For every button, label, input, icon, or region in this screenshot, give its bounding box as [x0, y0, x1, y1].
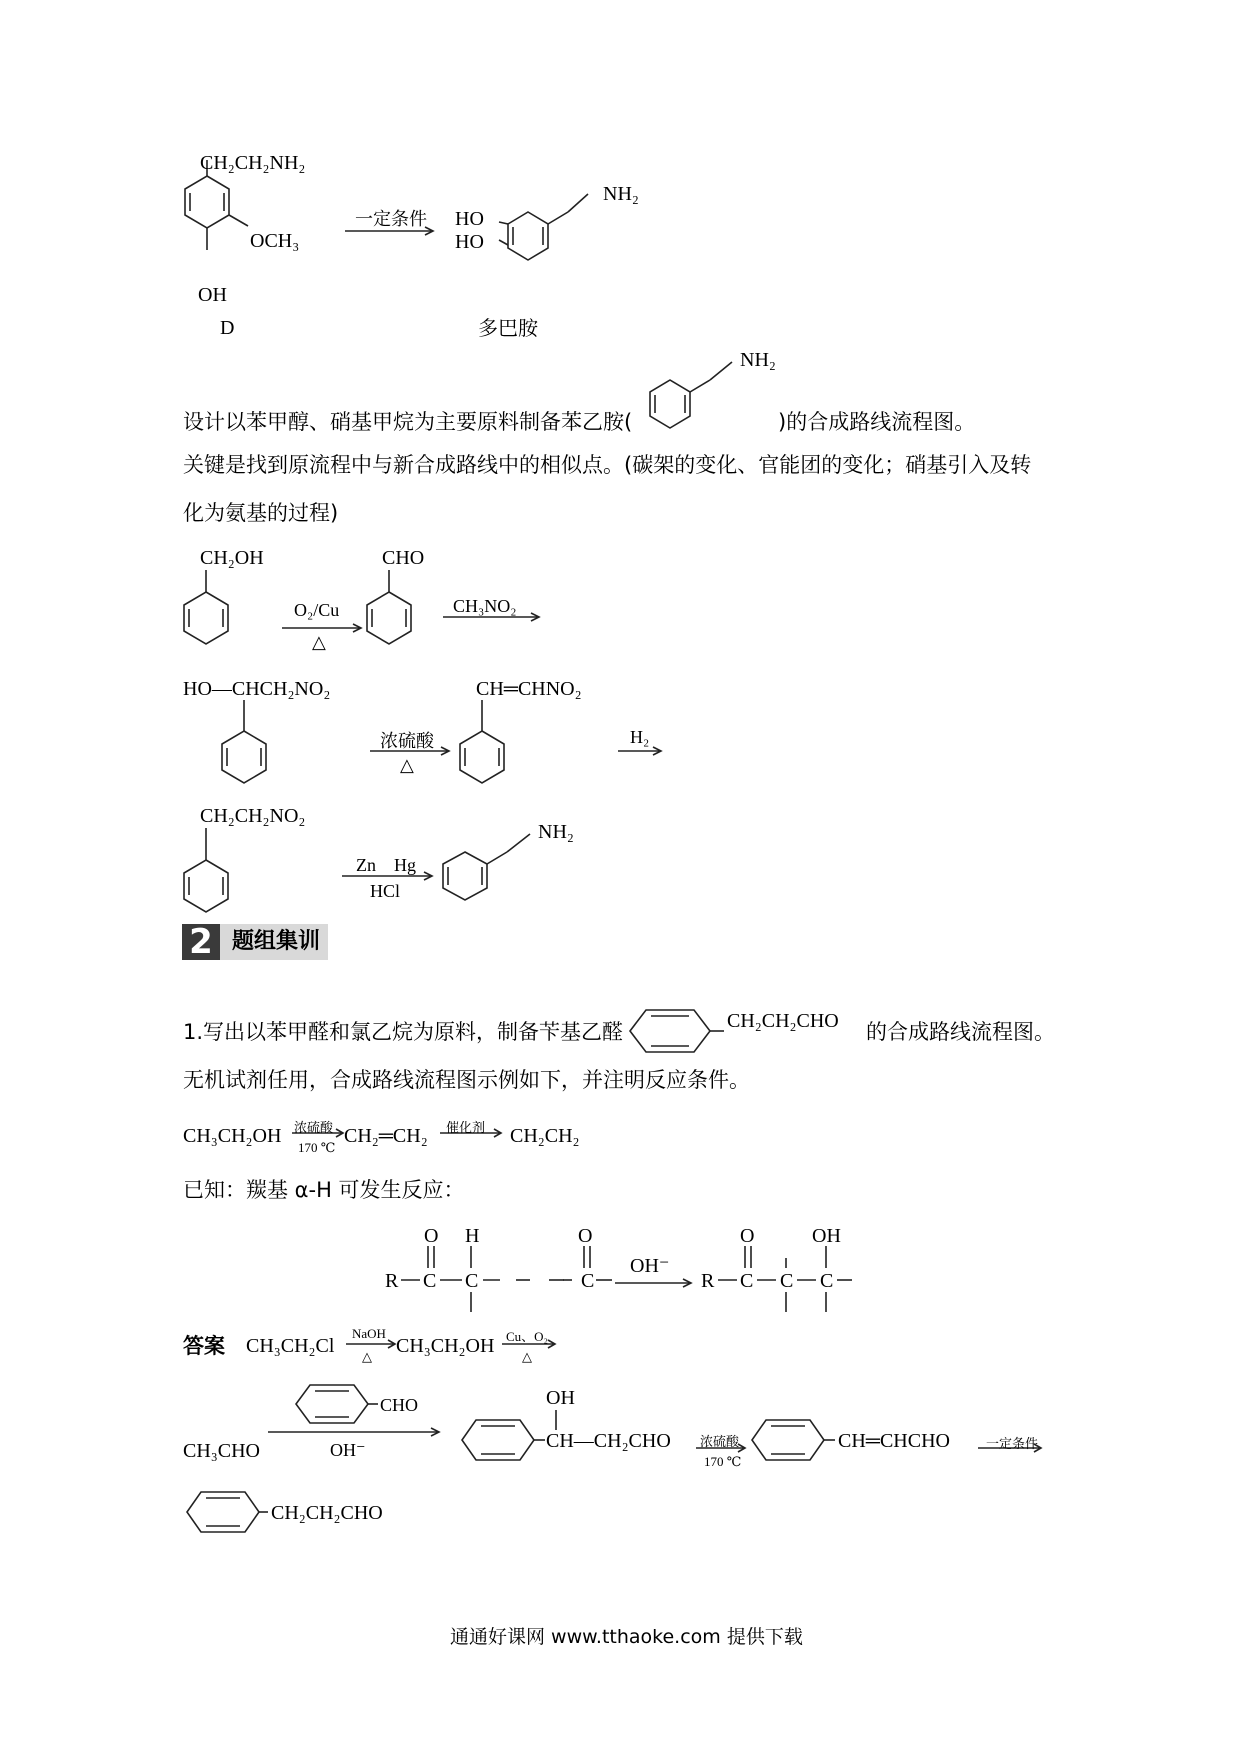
rx-oxygen-2: O: [578, 1225, 593, 1247]
step1-heat: △: [312, 632, 326, 652]
design-line2: 关键是找到原流程中与新合成路线中的相似点。(碳架的变化、官能团的变化；硝基引入及转: [183, 453, 1032, 477]
q1-line1-after: 的合成路线流程图。: [866, 1020, 1055, 1044]
design-line3: 化为氨基的过程): [183, 501, 339, 525]
rx-alpha-carbon: C: [465, 1270, 479, 1292]
d-hydroxy-group: OH: [198, 284, 227, 306]
example-end: CH₂CH₂: [510, 1125, 580, 1147]
example-condition-top: 浓硫酸: [294, 1121, 334, 1136]
design-line1-after: )的合成路线流程图。: [778, 410, 976, 434]
rx-product-r: R: [701, 1270, 715, 1292]
rx-product-c2: C: [780, 1270, 794, 1292]
section-number: 2: [182, 924, 220, 960]
answer-final-chain: CH₂CH₂CHO: [271, 1502, 383, 1524]
rx-product-hydroxyl: OH: [812, 1225, 841, 1247]
rx-product-oxygen: O: [740, 1225, 755, 1247]
rx-carbonyl-carbon-2: C: [581, 1270, 595, 1292]
dopamine-label: 多巴胺: [478, 316, 538, 340]
benzyl-alcohol-group: CH₂OH: [200, 547, 264, 569]
step3-reagent: 浓硫酸: [380, 731, 434, 752]
example-condition2-top: 催化剂: [446, 1121, 486, 1136]
answer-aldol-chain: CH—CH₂CHO: [546, 1430, 671, 1452]
q1-line1-before: 1.写出以苯甲醛和氯乙烷为原料，制备苄基乙醛: [183, 1020, 624, 1044]
q1-product-chain: CH₂CH₂CHO: [727, 1010, 839, 1032]
answer-cond4-top: 浓硫酸: [700, 1435, 740, 1450]
design-line1-before: 设计以苯甲醇、硝基甲烷为主要原料制备苯乙胺(: [183, 410, 633, 434]
rx-oxygen-1: O: [424, 1225, 439, 1247]
answer-aldol-oh: OH: [546, 1387, 575, 1409]
rx-alpha-h: H: [465, 1225, 480, 1247]
known-reaction-label: 已知：羰基 α-H 可发生反应：: [183, 1178, 465, 1202]
d-methoxy-group: OCH₃: [250, 230, 300, 252]
answer-benzaldehyde-cho: CHO: [380, 1395, 419, 1415]
answer-start: CH₃CH₂Cl: [246, 1335, 335, 1357]
phenethylamine-nh2: NH₂: [740, 349, 776, 371]
rx-product-c1: C: [740, 1270, 754, 1292]
step3-heat: △: [400, 755, 414, 775]
step4-reagent: H₂: [630, 727, 650, 747]
example-start: CH₃CH₂OH: [183, 1125, 282, 1147]
dopamine-ho-1: HO: [455, 208, 484, 230]
rx-r-group: R: [385, 1270, 399, 1292]
section-title: 题组集训: [220, 924, 328, 960]
answer-cond2-bottom: △: [522, 1349, 532, 1364]
nitrostyrene-group: CH═CHNO₂: [476, 678, 582, 700]
dopamine-nh2: NH₂: [603, 183, 639, 205]
reaction-condition: 一定条件: [355, 209, 427, 230]
answer-cond4-bottom: 170 ℃: [704, 1454, 742, 1469]
answer-cond3-bottom: OH⁻: [330, 1440, 366, 1460]
benzaldehyde-group: CHO: [382, 547, 425, 569]
answer-ethanol: CH₃CH₂OH: [396, 1335, 495, 1357]
answer-cond1-bottom: △: [362, 1349, 372, 1364]
nitro-alcohol-group: HO—CHCH₂NO₂: [183, 678, 331, 700]
step5-acid: HCl: [370, 881, 401, 901]
section-header: [182, 924, 328, 960]
answer-cond2-top: Cu、O₂: [506, 1329, 549, 1344]
rx-product-c3: C: [820, 1270, 834, 1292]
example-mid: CH₂═CH₂: [344, 1125, 428, 1147]
answer-cond1-top: NaOH: [352, 1326, 386, 1341]
example-condition-bottom: 170 ℃: [298, 1140, 336, 1155]
step1-reagent: O₂/Cu: [294, 600, 340, 620]
step2-reagent: CH₃NO₂: [453, 596, 517, 616]
step5-reagent: Zn Hg: [356, 855, 416, 875]
nitroethyl-group: CH₂CH₂NO₂: [200, 805, 306, 827]
answer-label: 答案: [183, 1334, 225, 1358]
answer-cinnamal-chain: CH═CHCHO: [838, 1430, 950, 1452]
answer-cond5-top: 一定条件: [986, 1437, 1039, 1452]
q1-line2: 无机试剂任用，合成路线流程图示例如下，并注明反应条件。: [183, 1068, 750, 1092]
page-footer: 通通好课网 www.tthaoke.com 提供下载: [450, 1626, 803, 1648]
answer-structures-line2: [0, 0, 1, 1]
rx-carbonyl-carbon: C: [423, 1270, 437, 1292]
product-nh2: NH₂: [538, 821, 574, 843]
answer-acetaldehyde: CH₃CHO: [183, 1440, 260, 1462]
dopamine-ho-2: HO: [455, 231, 484, 253]
d-ethylamine-chain: CH₂CH₂NH₂: [200, 152, 306, 174]
compound-d-label: D: [220, 317, 235, 339]
rx-base-condition: OH⁻: [630, 1255, 670, 1277]
